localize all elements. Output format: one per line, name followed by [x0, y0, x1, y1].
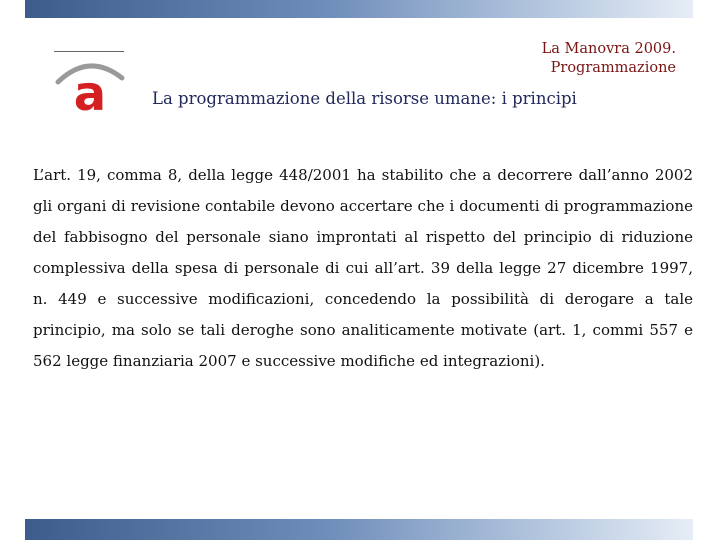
logo-a-icon [52, 56, 127, 112]
slide-title: La programmazione della risorse umane: i principi [152, 89, 577, 108]
top-decorative-band [25, 0, 693, 18]
bottom-decorative-band [25, 519, 693, 540]
logo-rule [54, 51, 124, 52]
slide-body-paragraph: L’art. 19, comma 8, della legge 448/2001 ha stabilito che a decorrere dall’anno 2002 gli organi di revisione contabile devono accertare che i documenti di programmazione del fabbisogno del personale siano improntati al rispetto del principio di riduzione complessiva della spesa di personale di cui all’art. 39 della legge 27 dicembre 1997, n. 449 e successive modificazioni, concedendo la possibilità di derogare a tale principio, ma solo se tali deroghe sono analiticamente motivate (art. 1, commi 557 e 562 legge finanziaria 2007 e successive modifiche ed integrazioni). [33, 166, 693, 370]
presentation-header [376, 40, 676, 78]
header-title-line1: La Manovra 2009. [541, 41, 676, 57]
header-title-line2: Programmazione [550, 60, 676, 76]
logo-letter: a [73, 66, 107, 112]
